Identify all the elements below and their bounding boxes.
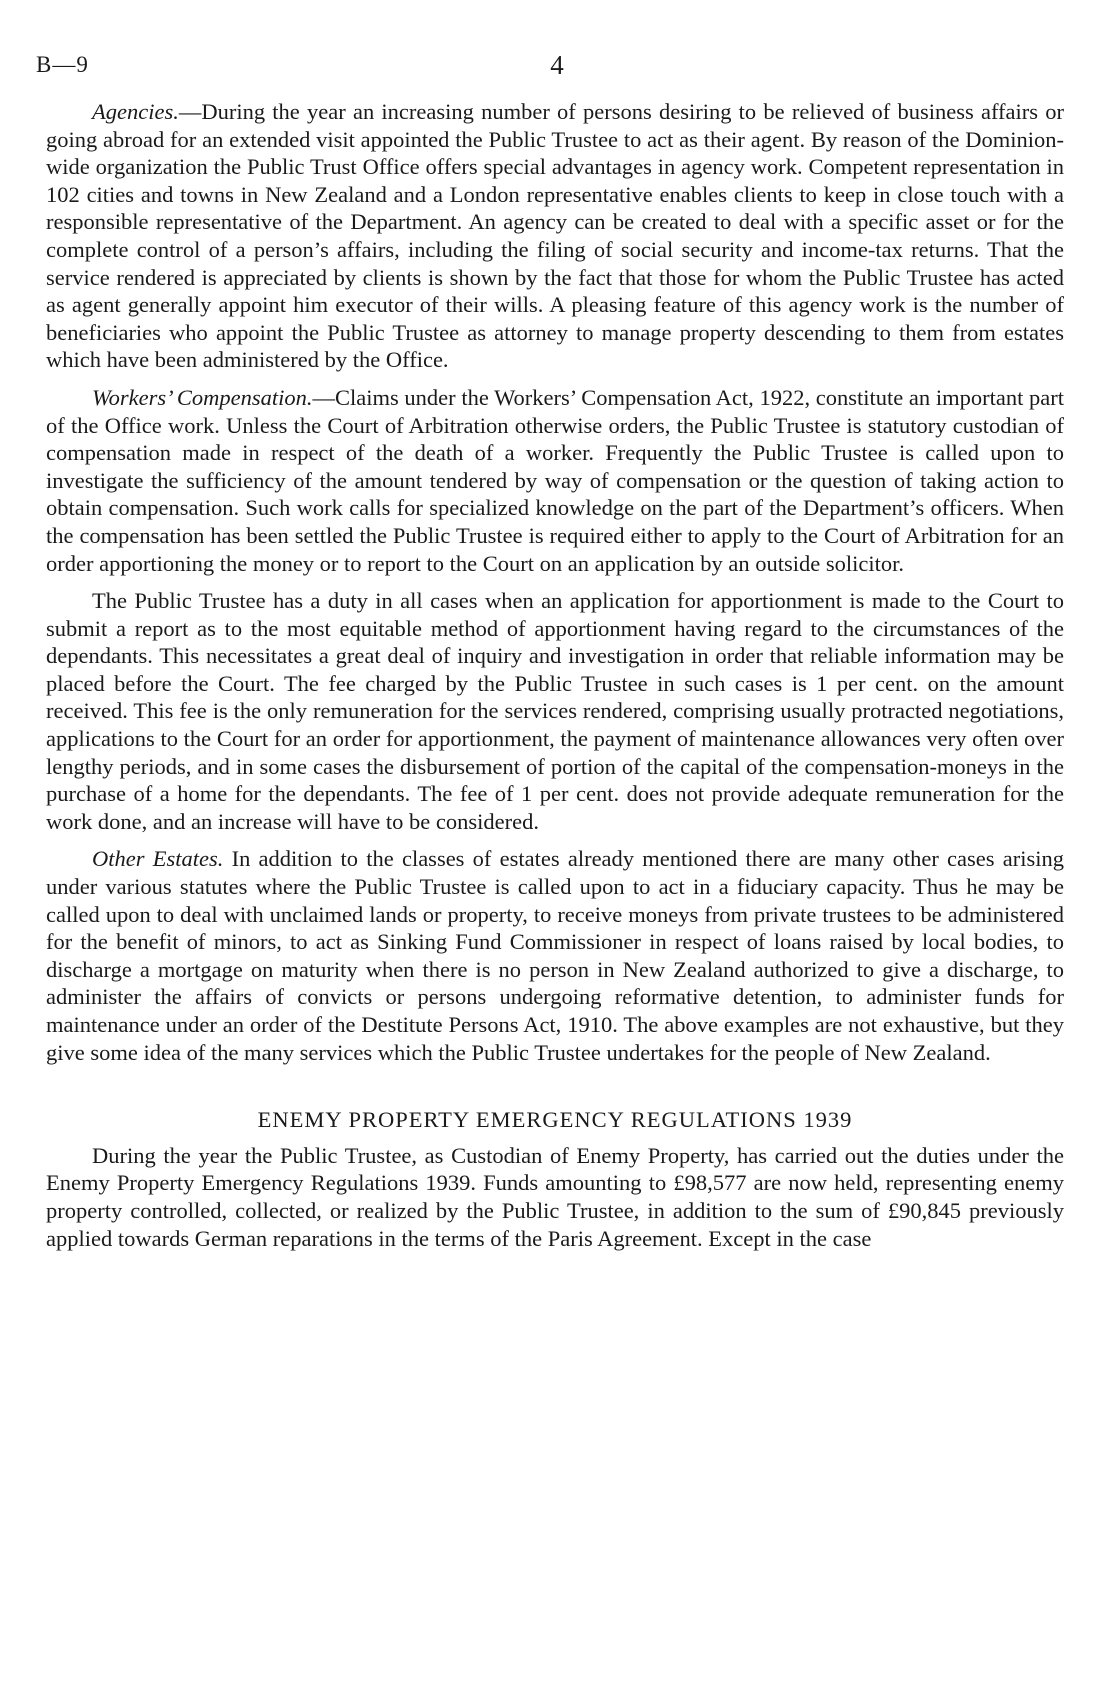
paragraph-workers-compensation bbox=[46, 384, 1064, 577]
page-reference: B—9 bbox=[36, 52, 89, 77]
document-body bbox=[46, 98, 1064, 1260]
paragraph-enemy-property bbox=[46, 1142, 1064, 1252]
paragraph-apportionment bbox=[46, 587, 1064, 835]
paragraph-text: —Claims under the Workers’ Compensation Act, 1922, constitute an important part of the Office work. Unless the Court of Arbitration otherwise orders, the Public Trustee is statutory custodian of compensation made in respect of the death of a worker. Frequently the Public Trustee is called upon to investigate the sufficiency of the amount tendered by way of compensation or the question of taking action to obtain compensation. Such work calls for specialized knowledge on the part of the Department’s officers. When the compensation has been settled the Public Trustee is required either to apply to the Court of Arbitration for an order apportioning the money or to report to the Court on an application by an outside solicitor. bbox=[46, 384, 1064, 576]
paragraph-lead: Other Estates. bbox=[92, 846, 224, 872]
paragraph-text: —During the year an increasing number of persons desiring to be relieved of business affairs or going abroad for an extended visit appointed the Public Trustee to act as their agent. By reason of the Dominion-wide organization the Public Trust Office offers special advantages in agency work. Competent representation in 102 cities and towns in New Zealand and a London representative enables clients to keep in close touch with a responsible representative of the Department. An agency can be created to deal with a specific asset or for the complete control of a person’s affairs, including the filing of social security and income-tax returns. That the service rendered is appreciated by clients is shown by the fact that those for whom the Public Trustee has acted as agent generally appoint him executor of their wills. A pleasing feature of this agency work is the number of beneficiaries who appoint the Public Trustee as attorney to manage property descending to them from estates which have been administered by the Office. bbox=[46, 99, 1064, 373]
paragraph-lead: Workers’ Compensation. bbox=[92, 384, 313, 410]
page-number: 4 bbox=[550, 50, 564, 80]
paragraph-text: In addition to the classes of estates already mentioned there are many other cases arising under various statutes where the Public Trustee is called upon to act in a fiduciary capacity. Thus he may be called upon to deal with unclaimed lands or property, to receive moneys from private trustees to be administered for the benefit of minors, to act as Sinking Fund Commissioner in respect of loans raised by local bodies, to discharge a mortgage on maturity when there is no person in New Zealand authorized to give a discharge, to administer the affairs of convicts or persons undergoing reformative detention, to administer funds for maintenance under an order of the Destitute Persons Act, 1910. The above examples are not exhaustive, but they give some idea of the many services which the Public Trustee undertakes for the people of New Zealand. bbox=[46, 846, 1064, 1065]
paragraph-lead: Agencies. bbox=[92, 99, 179, 124]
section-heading: ENEMY PROPERTY EMERGENCY REGULATIONS 1939 bbox=[257, 1107, 853, 1133]
paragraph-agencies bbox=[46, 98, 1064, 374]
paragraph-text: During the year the Public Trustee, as Custodian of Enemy Property, has carried out the duties under the Enemy Property Emergency Regulations 1939. Funds amounting to £98,577 are now held, representing enemy property controlled, collected, or realized by the Public Trustee, in addition to the sum of £90,845 previously applied towards German reparations in the terms of the Paris Agreement. Except in the case bbox=[46, 1142, 1064, 1251]
paragraph-text: The Public Trustee has a duty in all cases when an application for apportionment is made to the Court to submit a report as to the most equitable method of apportionment having regard to the circumstances of the dependants. This necessitates a great deal of inquiry and investigation in order that reliable information may be placed before the Court. The fee charged by the Public Trustee in such cases is 1 per cent. on the amount received. This fee is the only remuneration for the services rendered, comprising usually protracted negotiations, applications to the Court for an order for apportionment, the payment of maintenance allowances very often over lengthy periods, and in some cases the disbursement of portion of the capital of the compensation-moneys in the purchase of a home for the dependants. The fee of 1 per cent. does not provide adequate remuneration for the work done, and an increase will have to be considered. bbox=[46, 588, 1064, 834]
paragraph-other-estates bbox=[46, 845, 1064, 1066]
